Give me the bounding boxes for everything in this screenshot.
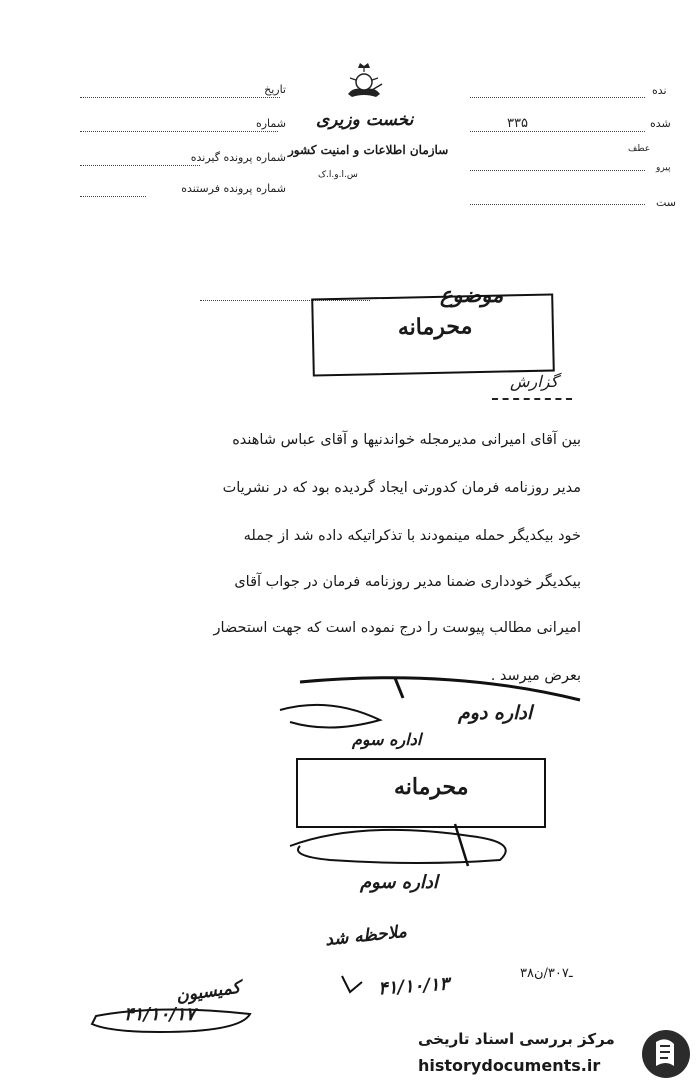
body-line-2: مدیر روزنامه فرمان کدورتی ایجاد گردیده بود که در نشریات: [222, 480, 581, 496]
watermark-line-1: مرکز بررسی اسناد تاریخی: [418, 1030, 615, 1048]
hand-note-4: کمیسیون: [174, 977, 242, 1007]
left-frag-1: نده: [652, 84, 667, 97]
confidential-stamp-1: [311, 293, 555, 376]
subject-label: موضوع: [440, 282, 504, 307]
outgoing-number: ۳۳۵: [507, 116, 528, 131]
watermark: [410, 1026, 695, 1084]
report-heading: گزارش: [510, 372, 559, 391]
left-frag-5: ست: [656, 196, 677, 209]
date-annotation-1: ۴۱/۱۰/۱۳: [377, 973, 450, 1000]
recipient-file-label: شماره پرونده گیرنده: [190, 151, 286, 164]
document-header: [0, 0, 699, 220]
date-label: تاریخ: [264, 83, 286, 96]
hand-note-1: اداره دوم: [458, 702, 533, 724]
confidential-stamp-1-text: محرمانه: [397, 313, 473, 341]
left-frag-2: شده: [650, 117, 671, 130]
left-line-1: [470, 97, 645, 98]
confidential-stamp-2: [296, 758, 546, 828]
confidential-stamp-2-text: محرمانه: [394, 774, 469, 800]
report-underline: [492, 398, 572, 400]
hand-note-3: ملاحظه شد: [324, 921, 408, 951]
body-line-5: امیرانی مطالب پیوست را درج نموده است که جهت استحضار: [213, 620, 581, 636]
body-line-1: بین آقای امیرانی مدیرمجله خواندنیها و آقای عباس شاهنده: [232, 432, 581, 448]
date-line: [80, 97, 280, 98]
left-frag-4: پیرو: [656, 163, 671, 173]
date-annotation-2: ۴۱/۱۰/۱۷: [124, 1004, 196, 1025]
org-code: س.ا.و.ا.ک: [318, 170, 358, 180]
left-line-4: [470, 204, 645, 205]
lion-sun-emblem-icon: [342, 60, 386, 102]
number-label: شماره: [255, 117, 286, 130]
hand-note-1b: اداره سوم: [352, 730, 422, 749]
reference-number: ۳۸ـ۳۰۷/ن: [520, 966, 573, 981]
sender-file-label: شماره پرونده فرستنده: [181, 182, 286, 195]
left-line-2: [470, 131, 645, 132]
body-line-4: بیکدیگر خودداری ضمنا مدیر روزنامه فرمان در جواب آقای: [234, 574, 581, 590]
hand-note-2: اداره سوم: [360, 872, 438, 893]
org-title: نخست وزیری: [316, 110, 414, 130]
org-subtitle: سازمان اطلاعات و امنیت کشور: [288, 143, 449, 157]
recipient-file-line: [80, 165, 200, 166]
number-line: [80, 131, 278, 132]
handwritten-scribbles: [0, 660, 699, 1080]
watermark-logo-icon: [640, 1028, 692, 1080]
left-line-3: [470, 170, 645, 171]
sender-file-line: [80, 196, 146, 197]
body-line-6: بعرض میرسد .: [490, 668, 581, 684]
left-frag-3: عطف: [628, 144, 651, 154]
watermark-line-2: historydocuments.ir: [418, 1056, 601, 1075]
body-line-3: خود بیکدیگر حمله مینمودند با تذکراتیکه داده شد از جمله: [243, 528, 581, 544]
